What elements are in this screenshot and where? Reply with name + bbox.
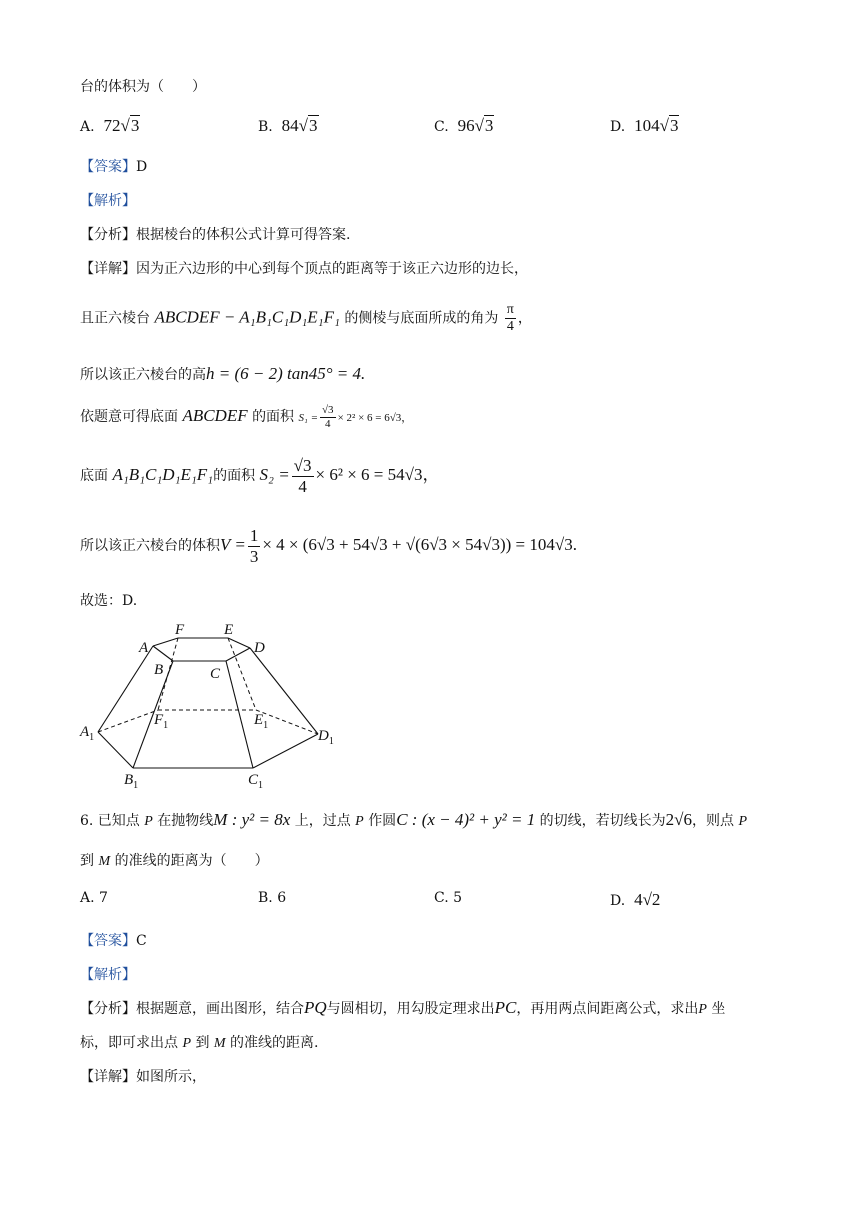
edge-AA1 xyxy=(98,646,153,732)
label-C: C xyxy=(210,666,221,682)
q6-fenxi-line-2: 标，即可求出点 P 到 M 的准线的距离. xyxy=(80,1035,319,1051)
q5-line-3: 所以该正六棱台的高h = (6 − 2) tan45° = 4. xyxy=(80,364,366,383)
q6-fenxi-line-1: 【分析】根据题意，画出图形，结合PQ与圆相切，用勾股定理求出PC，再用两点间距离公式，求出P 坐 xyxy=(80,998,726,1017)
label-A: A xyxy=(139,640,149,656)
label-F1: $F_1$ xyxy=(154,712,169,731)
edge-BA xyxy=(153,646,173,661)
q6-analysis-tag: 【解析】 xyxy=(80,967,136,983)
label-B: B xyxy=(154,662,164,678)
edge-A1B1 xyxy=(98,732,133,768)
frustum-figure xyxy=(78,618,348,790)
question-5-tail: 台的体积为（ ） xyxy=(80,79,206,95)
label-C1: $C_1$ xyxy=(248,772,264,790)
question-6-line-1: 6. 已知点 P 在抛物线M : y² = 8x 上，过点 P 作圆C : (x − 4)² + y² = 1 的切线，若切线长为2√6，则点 P xyxy=(80,810,748,829)
q5-option-b: B. 84√3 xyxy=(258,116,318,135)
q5-option-c: C. 96√3 xyxy=(434,116,494,135)
label-F: F xyxy=(175,622,185,638)
edge-BB1 xyxy=(133,661,173,768)
q5-answer: 【答案】D xyxy=(80,159,148,175)
q5-line-2: 且正六棱台 ABCDEF − A₁B₁C₁D₁E₁F₁ 的侧棱与底面所成的角为 $\frac{\pi}{4}$ ， xyxy=(80,302,532,335)
q5-line-4: 依题意可得底面 ABCDEF 的面积 S₁ = $\frac{√3}{4}$ × 2² × 6 = 6√3， xyxy=(80,404,413,430)
edge-A1F1 xyxy=(98,710,158,732)
q5-line-5: 底面 A₁B₁C₁D₁E₁F₁的面积 S₂ = $\frac{√3}{4}$ × 6² × 6 = 54√3， xyxy=(80,456,440,496)
edge-CC1 xyxy=(226,661,253,768)
label-B1: $B_1$ xyxy=(124,772,139,790)
q6-option-c: C. 5 xyxy=(434,890,463,906)
label-A1: $A_1$ xyxy=(80,724,95,743)
q6-option-a: A. 7 xyxy=(80,890,108,906)
q5-conclusion: 故选：D. xyxy=(80,593,138,609)
q6-option-b: B. 6 xyxy=(258,890,287,906)
q5-analysis-tag: 【解析】 xyxy=(80,193,136,209)
label-E: E xyxy=(224,622,234,638)
label-D: D xyxy=(254,640,265,656)
edge-EE1 xyxy=(228,638,256,710)
label-D1: $D_1$ xyxy=(318,728,334,747)
edge-C1D1 xyxy=(253,734,318,768)
edge-DC xyxy=(226,648,250,661)
q5-fenxi: 【分析】根据棱台的体积公式计算可得答案. xyxy=(80,227,351,243)
q6-option-d: D. 4√2 xyxy=(610,890,661,909)
label-E1: $E_1$ xyxy=(254,712,269,731)
q5-option-d: D. 104√3 xyxy=(610,116,679,135)
q5-line-6: 所以该正六棱台的体积V = $\frac{1}{3}$ × 4 × (6√3 + 54√3 + √(6√3 × 54√3)) = 104√3. xyxy=(80,526,577,566)
q5-detail: 【详解】因为正六边形的中心到每个顶点的距离等于该正六边形的边长， xyxy=(80,261,528,277)
edge-AF xyxy=(153,638,178,646)
q5-option-a: A. 72√3 xyxy=(80,116,140,135)
question-6-line-2: 到 M 的准线的距离为（ ） xyxy=(80,853,269,869)
q6-answer: 【答案】C xyxy=(80,933,147,949)
q6-detail: 【详解】如图所示， xyxy=(80,1069,206,1085)
